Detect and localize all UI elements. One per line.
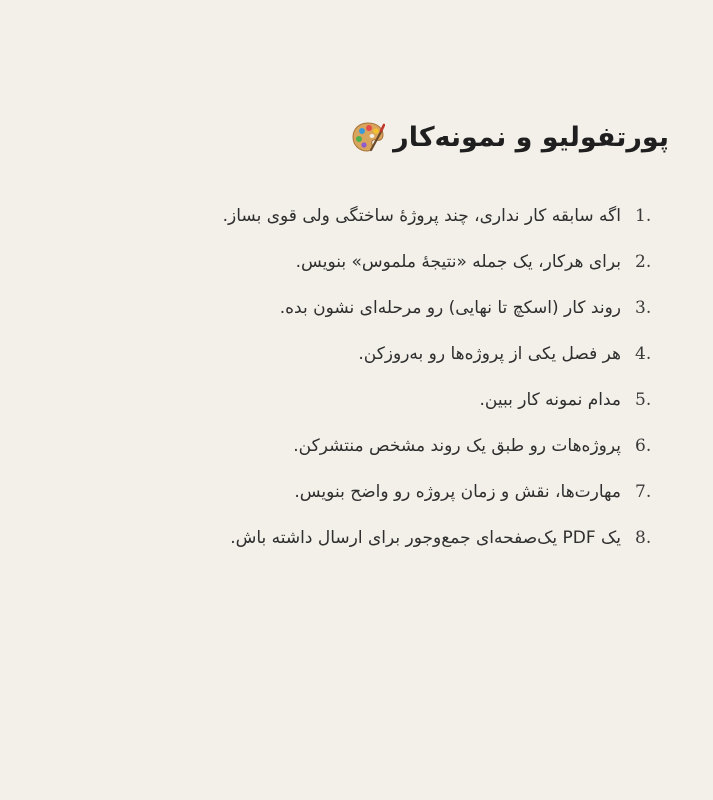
page-title: پورتفولیو و نمونه‌کار — [393, 121, 669, 153]
list-item — [223, 515, 665, 561]
item-number: 3. — [635, 298, 652, 318]
item-number: 7. — [635, 482, 652, 502]
item-text: یک PDF یک‌صفحه‌ای جمع‌وجور برای ارسال داشته باش. — [230, 528, 621, 548]
list-item — [223, 239, 665, 285]
item-text: مهارت‌ها، نقش و زمان پروژه رو واضح بنویس. — [294, 482, 621, 502]
list-item — [223, 423, 665, 469]
list-item — [223, 285, 665, 331]
item-text: روند کار (اسکچ تا نهایی) رو مرحله‌ای نشون بده. — [279, 298, 621, 318]
item-text: پروژه‌هات رو طبق یک روند مشخص منتشرکن. — [293, 436, 621, 456]
title-row — [351, 112, 669, 162]
list-item — [223, 377, 665, 423]
item-number: 5. — [635, 390, 652, 410]
item-text: اگه سابقه کار نداری، چند پروژهٔ ساختگی ولی قوی بساز. — [222, 206, 621, 226]
item-number: 1. — [635, 206, 652, 226]
tips-list — [223, 193, 665, 561]
item-text: هر فصل یکی از پروژه‌ها رو به‌روزکن. — [358, 344, 621, 364]
item-number: 2. — [635, 252, 652, 272]
item-number: 6. — [635, 436, 652, 456]
item-number: 8. — [635, 528, 652, 548]
list-item — [223, 469, 665, 515]
item-number: 4. — [635, 344, 652, 364]
item-text: مدام نمونه کار ببین. — [479, 390, 621, 410]
list-item — [223, 193, 665, 239]
item-text: برای هرکار، یک جمله «نتیجهٔ ملموس» بنویس. — [295, 252, 621, 272]
artist-palette-icon — [351, 120, 385, 154]
list-item — [223, 331, 665, 377]
